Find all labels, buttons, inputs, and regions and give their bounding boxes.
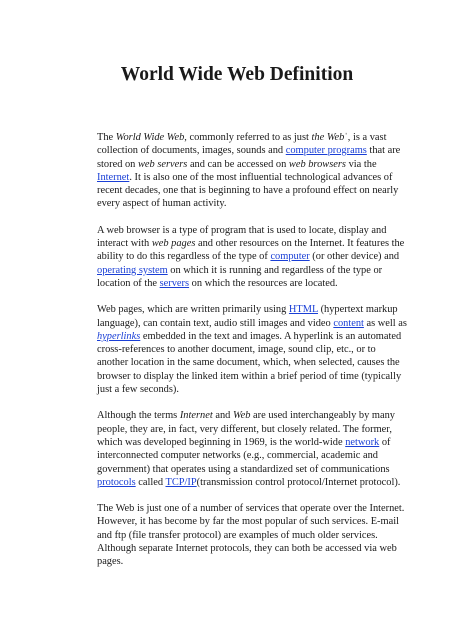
italic-term: web browsers <box>288 158 346 170</box>
hyperlink[interactable]: HTML <box>288 304 318 316</box>
hyperlink[interactable]: computer programs <box>285 145 367 157</box>
paragraph <box>97 131 409 211</box>
paragraph <box>97 409 409 489</box>
text-run: on which it is running and regardless of the type or location of the <box>97 264 383 289</box>
document-body <box>97 131 409 582</box>
hyperlink[interactable]: operating system <box>97 264 168 276</box>
text-run: (transmission control protocol/Internet protocol). <box>196 476 401 488</box>
text-run: ˈ, is a vast collection of documents, images, sounds and <box>97 132 387 157</box>
paragraph <box>97 224 409 290</box>
italic-term: the Web <box>311 132 345 143</box>
paragraph <box>97 303 409 396</box>
text-run: of interconnected computer networks (e.g., commercial, academic and government) that operates using a standardized set of communications <box>97 436 391 475</box>
page-title: World Wide Web Definition <box>120 64 354 85</box>
italic-term: World Wide Web <box>115 132 185 143</box>
hyperlink[interactable]: Internet <box>97 171 130 183</box>
text-run: on which the resources are located. <box>189 277 338 289</box>
text-run: as well as <box>363 317 407 329</box>
text-run: called <box>135 476 166 488</box>
text-run: and other resources on the Internet. It features the ability to do this regardless of the type of <box>97 238 405 263</box>
italic-term: web servers <box>137 158 188 170</box>
text-run: are used interchangeably by many people, they are, in fact, very different, but closely related. The former, which was developed beginning in 1969, is the world-wide <box>97 410 395 448</box>
hyperlink[interactable]: hyperlinks <box>97 330 141 342</box>
text-run: The Web is just one of a number of services that operate over the Internet. However, it has become by far the most popular of such services. E-mail and ftp (file transfer protocol) are examples of much older services. Although separate Internet protocols, they can both be accessed via web pages. <box>97 503 405 568</box>
text-run: The <box>97 132 116 143</box>
hyperlink[interactable]: content <box>333 317 364 329</box>
hyperlink[interactable]: TCP/IP <box>165 476 197 488</box>
hyperlink[interactable]: servers <box>159 277 190 289</box>
text-run: via the <box>345 158 377 170</box>
paragraph <box>97 502 409 568</box>
italic-term: Web <box>232 410 251 422</box>
italic-term: web pages <box>151 238 196 250</box>
text-run: A web browser is a type of program that is used to locate, display and interact with <box>97 224 387 250</box>
hyperlink[interactable]: computer <box>270 251 310 263</box>
text-run: and <box>212 410 233 422</box>
text-run: that are stored on <box>97 145 401 170</box>
text-run: . It is also one of the most influential technological advances of recent decades, one that is beginning to have a profound effect on nearly every aspect of human activity. <box>97 171 399 210</box>
text-run: embedded in the text and images. A hyperlink is an automated cross-references to another document, image, sound clip, etc., or to another location in the same document, which, when selected, causes the browser to display the linked item within a brief period of time (typically just a few seconds). <box>97 330 402 396</box>
text-run: Web pages, which are written primarily using <box>97 304 289 316</box>
text-run: Although the terms <box>97 410 180 422</box>
italic-term: Internet <box>179 410 213 422</box>
text-run: and can be accessed on <box>187 158 289 170</box>
text-run: (hypertext markup language), can contain text, audio still images and video <box>97 304 398 329</box>
text-run: (or other device) and <box>309 251 400 263</box>
text-run: , commonly referred to as just <box>184 132 312 143</box>
hyperlink[interactable]: network <box>345 436 380 448</box>
hyperlink[interactable]: protocols <box>97 476 136 488</box>
